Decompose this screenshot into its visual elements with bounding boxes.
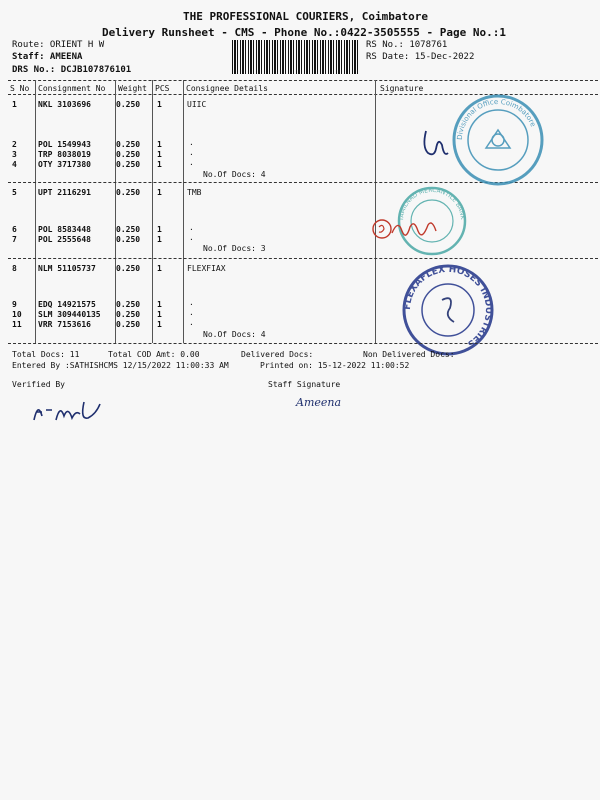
row-pcs: 1: [157, 150, 162, 159]
row-weight: 0.250: [116, 310, 141, 319]
row-detail: .: [189, 138, 194, 147]
row-detail: .: [189, 148, 194, 157]
col-header-weight: Weight: [118, 84, 147, 93]
row-sno: 9: [12, 300, 17, 309]
row-detail: .: [189, 308, 194, 317]
col-divider: [35, 80, 36, 343]
row-consignment: NKL 3103696: [38, 100, 91, 109]
row-weight: 0.250: [116, 140, 141, 149]
row-sno: 3: [12, 150, 17, 159]
row-pcs: 1: [157, 225, 162, 234]
svg-text:TAMILNAD MERCANTILE BANK: TAMILNAD MERCANTILE BANK: [397, 186, 467, 222]
row-consignment: NLM 51105737: [38, 264, 96, 273]
row-detail: .: [189, 158, 194, 167]
row-consignee: TMB: [187, 188, 202, 197]
document-title: THE PROFESSIONAL COURIERS, Coimbatore: [183, 10, 429, 23]
row-pcs: 1: [157, 140, 162, 149]
row-consignment: VRR 7153616: [38, 320, 91, 329]
row-pcs: 1: [157, 320, 162, 329]
row-pcs: 1: [157, 235, 162, 244]
row-sno: 2: [12, 140, 17, 149]
row-weight: 0.250: [116, 264, 141, 273]
recipient-signature: [370, 213, 450, 247]
row-consignee: UIIC: [187, 100, 207, 109]
group-rule: [8, 258, 598, 259]
document-subtitle: Delivery Runsheet - CMS - Phone No.:0422-3505555 - Page No.:1: [102, 26, 506, 39]
row-sno: 6: [12, 225, 17, 234]
printed-on: Printed on: 15-12-2022 11:00:52: [260, 361, 410, 370]
rs-date: RS Date: 15-Dec-2022: [366, 52, 475, 62]
staff-label: Staff: AMEENA: [12, 52, 83, 62]
col-divider: [183, 80, 184, 343]
barcode-image: [232, 40, 358, 74]
svg-text:FLEXAFLEX HOSES INDUSTRIES: FLEXAFLEX HOSES INDUSTRIES: [402, 264, 494, 349]
row-sno: 10: [12, 310, 22, 319]
row-sno: 5: [12, 188, 17, 197]
row-weight: 0.250: [116, 160, 141, 169]
svg-text:Divisional Office Coimbatore: Divisional Office Coimbatore: [455, 97, 538, 141]
row-weight: 0.250: [116, 235, 141, 244]
row-detail: .: [189, 223, 194, 232]
entered-by: Entered By :SATHISHCMS 12/15/2022 11:00:33 AM: [12, 361, 229, 370]
col-header-consignment: Consignment No: [38, 84, 106, 93]
row-consignment: EDQ 14921575: [38, 300, 96, 309]
col-header-sno: S No: [10, 84, 30, 93]
verifier-signature: [30, 396, 110, 426]
row-consignment: POL 8583448: [38, 225, 91, 234]
verified-by-label: Verified By: [12, 380, 65, 389]
delivered-docs: Delivered Docs:: [241, 350, 314, 359]
docs-count: No.Of Docs: 3: [203, 244, 266, 253]
col-divider: [152, 80, 153, 343]
row-pcs: 1: [157, 100, 162, 109]
row-pcs: 1: [157, 310, 162, 319]
route-label: Route: ORIENT H W: [12, 40, 105, 50]
row-consignment: OTY 3717380: [38, 160, 91, 169]
row-consignment: POL 2555648: [38, 235, 91, 244]
non-delivered-docs: Non Delivered Docs:: [363, 350, 455, 359]
row-pcs: 1: [157, 188, 162, 197]
col-header-consignee: Consignee Details: [186, 84, 268, 93]
row-sno: 11: [12, 320, 22, 329]
row-detail: .: [189, 318, 194, 327]
row-consignment: TRP 8038019: [38, 150, 91, 159]
rs-number: RS No.: 1078761: [366, 40, 448, 50]
col-header-pcs: PCS: [155, 84, 170, 93]
row-consignee: FLEXFIAX: [187, 264, 226, 273]
row-weight: 0.250: [116, 100, 141, 109]
row-detail: .: [189, 298, 194, 307]
row-weight: 0.250: [116, 225, 141, 234]
staff-signature-label: Staff Signature: [268, 380, 341, 389]
row-consignment: POL 1549943: [38, 140, 91, 149]
row-weight: 0.250: [116, 188, 141, 197]
docs-count: No.Of Docs: 4: [203, 170, 266, 179]
row-consignment: UPT 2116291: [38, 188, 91, 197]
row-sno: 4: [12, 160, 17, 169]
row-weight: 0.250: [116, 300, 141, 309]
company-seal-stamp: [448, 90, 548, 190]
total-cod-amount: Total COD Amt: 0.00: [108, 350, 200, 359]
row-sno: 8: [12, 264, 17, 273]
col-divider: [375, 80, 376, 343]
total-docs: Total Docs: 11: [12, 350, 80, 359]
row-sno: 7: [12, 235, 17, 244]
staff-signed-name: Ameena: [296, 396, 342, 409]
row-pcs: 1: [157, 264, 162, 273]
table-bottom-rule: [8, 343, 598, 344]
table-top-rule: [8, 80, 598, 81]
col-header-signature: Signature: [380, 84, 424, 93]
row-sno: 1: [12, 100, 17, 109]
row-pcs: 1: [157, 160, 162, 169]
drs-number: DRS No.: DCJB107876101: [12, 65, 132, 75]
row-consignment: SLM 309440135: [38, 310, 101, 319]
company-seal-stamp: [398, 260, 498, 360]
row-detail: .: [189, 233, 194, 242]
row-weight: 0.250: [116, 320, 141, 329]
row-weight: 0.250: [116, 150, 141, 159]
docs-count: No.Of Docs: 4: [203, 330, 266, 339]
row-pcs: 1: [157, 300, 162, 309]
recipient-signature: [418, 127, 458, 167]
